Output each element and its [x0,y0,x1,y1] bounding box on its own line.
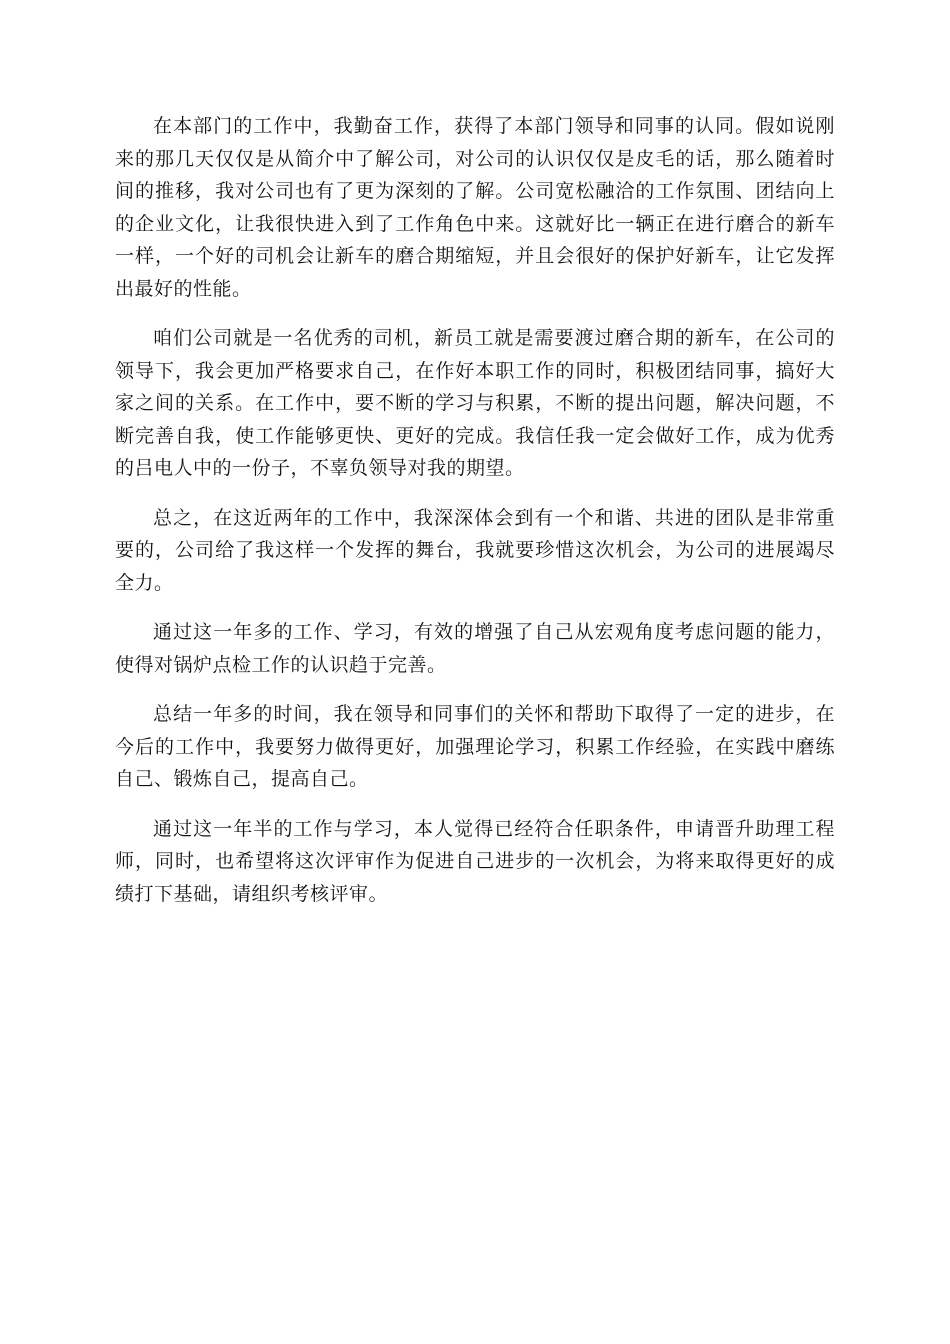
paragraph-6: 通过这一年半的工作与学习，本人觉得已经符合任职条件，申请晋升助理工程师，同时，也希望将这次评审作为促进自己进步的一次机会，为将来取得更好的成绩打下基础，请组织考核评审。 [115,817,835,905]
document-body [115,110,835,927]
paragraph-4: 通过这一年多的工作、学习，有效的增强了自己从宏观角度考虑问题的能力，使得对锅炉点检工作的认识趋于完善。 [115,621,835,676]
paragraph-5: 总结一年多的时间，我在领导和同事们的关怀和帮助下取得了一定的进步，在今后的工作中，我要努力做得更好，加强理论学习，积累工作经验，在实践中磨练自己、锻炼自己，提高自己。 [115,703,835,790]
paragraph-3: 总之，在这近两年的工作中，我深深体会到有一个和谐、共进的团队是非常重要的，公司给了我这样一个发挥的舞台，我就要珍惜这次机会，为公司的进展竭尽全力。 [115,506,835,594]
paragraph-2: 咱们公司就是一名优秀的司机，新员工就是需要渡过磨合期的新车，在公司的领导下，我会更加严格要求自己，在作好本职工作的同时，积极团结同事，搞好大家之间的关系。在工作中，要不断的学习与积累，不断的提出问题，解决问题，不断完善自我，使工作能够更快、更好的完成。我信任我一定会做好工作，成为优秀的吕电人中的一份子，不辜负领导对我的期望。 [115,327,835,479]
paragraph-1: 在本部门的工作中，我勤奋工作，获得了本部门领导和同事的认同。假如说刚来的那几天仅仅是从简介中了解公司，对公司的认识仅仅是皮毛的话，那么随着时间的推移，我对公司也有了更为深刻的了解。公司宽松融洽的工作氛围、团结向上的企业文化，让我很快进入到了工作角色中来。这就好比一辆正在进行磨合的新车一样，一个好的司机会让新车的磨合期缩短，并且会很好的保护好新车，让它发挥出最好的性能。 [115,115,835,300]
